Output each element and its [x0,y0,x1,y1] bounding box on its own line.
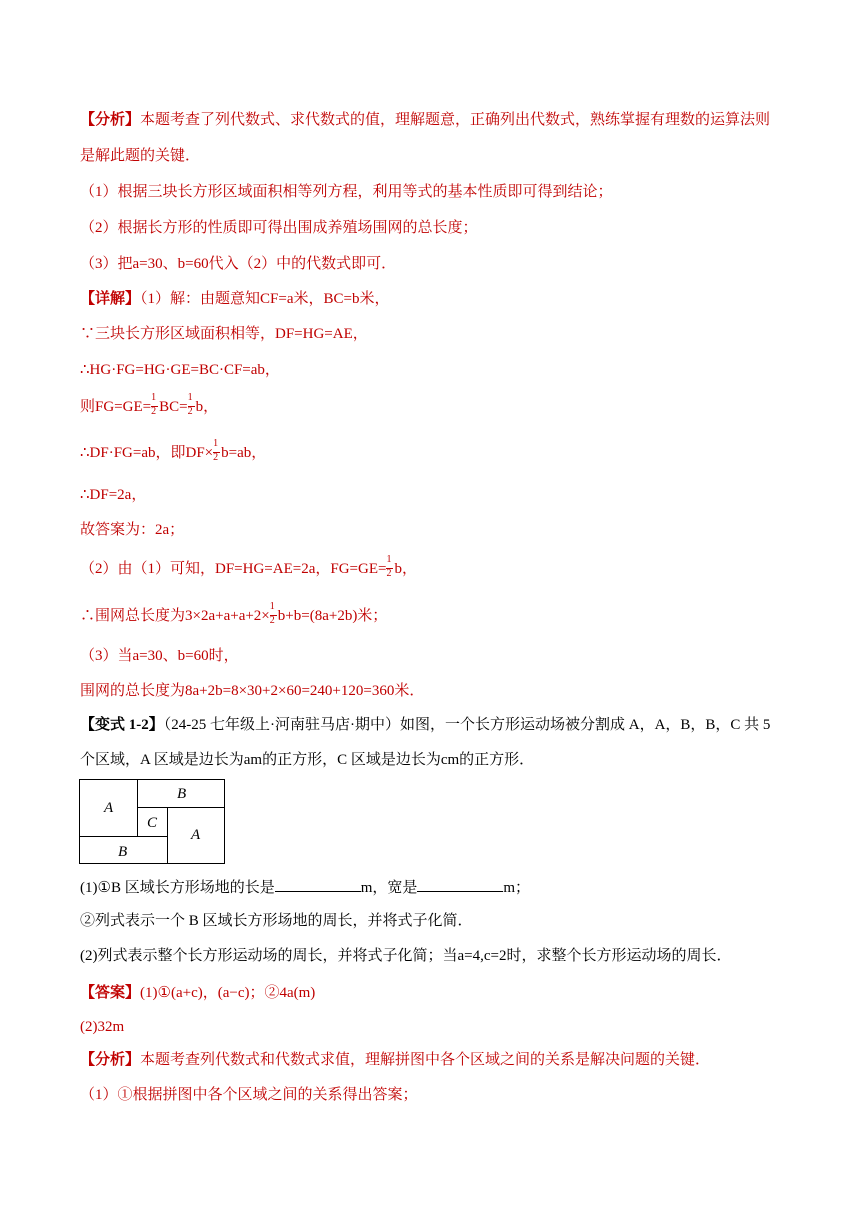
detail-line-8: （2）由（1）可知，DF=HG=AE=2a，FG=GE= $\frac{1}{2}$ b， [80,553,417,579]
variant-line-1: 【变式 1-2】（24-25 七年级上·河南驻马店·期中）如图，一个长方形运动场被分割成 A，A，B，B，C 共 5 [80,717,771,733]
fraction: $\frac{1}{2}$ [213,437,219,463]
region-b-label: B [118,844,128,860]
region-a-label: A [191,827,201,843]
analysis-tag: 【分析】 [80,1052,141,1068]
detail-line-4: 则FG=GE= $\frac{1}{2}$ BC= $\frac{1}{2}$ b， [80,391,219,417]
detail-line-7: 故答案为：2a； [80,522,185,538]
detail-tag: 【详解】 [80,291,141,307]
question-1b: ②列式表示一个 B 区域长方形场地的周长，并将式子化简． [80,913,473,929]
detail-line-3: ∴HG·FG=HG·GE=BC·CF=ab， [80,362,280,378]
answer-tag: 【答案】 [80,985,141,1001]
variant-line-2: 个区域，A 区域是边长为am的正方形，C 区域是边长为cm的正方形． [80,752,535,768]
analysis-line-2: 是解此题的关键． [80,148,201,164]
answer-blank [417,877,503,892]
detail-line-9: ∴围网总长度为3×2a+a+a+2× $\frac{1}{2}$ b+b=(8a+2b)米； [80,600,388,626]
analysis-step-2: （2）根据长方形的性质即可得出围成养殖场围网的总长度； [80,220,478,236]
region-a-label: A [104,800,114,816]
region-c-label: C [147,815,158,831]
detail-line-10: （3）当a=30、b=60时， [80,648,239,664]
analysis2-step-1: （1）①根据拼图中各个区域之间的关系得出答案； [80,1087,418,1103]
detail-line-5: ∴DF·FG=ab，即DF× $\frac{1}{2}$ b=ab， [80,437,267,463]
analysis-tag: 【分析】 [80,112,141,128]
fraction: $\frac{1}{2}$ [187,391,193,417]
answer-line-2: (2)32m [80,1019,125,1035]
fraction: $\frac{1}{2}$ [269,600,275,626]
region-b-label: B [177,786,187,802]
answer-line-1: 【答案】(1)①(a+c)，(a−c)；②4a(m) [80,985,316,1001]
detail-line-2: ∵三块长方形区域面积相等，DF=HG=AE， [80,326,368,342]
field-diagram [79,779,225,864]
analysis-step-3: （3）把a=30、b=60代入（2）中的代数式即可． [80,256,397,272]
variant-tag: 【变式 1-2】 [80,717,164,733]
analysis-step-1: （1）根据三块长方形区域面积相等列方程，利用等式的基本性质即可得到结论； [80,184,613,200]
analysis2-line-1: 【分析】本题考查列代数式和代数式求值，理解拼图中各个区域之间的关系是解决问题的关键． [80,1052,711,1068]
question-2: (2)列式表示整个长方形运动场的周长，并将式子化简；当a=4,c=2时，求整个长方形运动场的周长． [80,948,732,964]
detail-line-11: 围网的总长度为8a+2b=8×30+2×60=240+120=360米． [80,683,425,699]
answer-blank [275,877,361,892]
fraction: $\frac{1}{2}$ [386,553,392,579]
detail-line-6: ∴DF=2a， [80,487,147,503]
question-1a: (1)①B 区域长方形场地的长是 m，宽是 m； [80,877,530,898]
analysis-line-1: 【分析】本题考查了列代数式、求代数式的值，理解题意，正确列出代数式，熟练掌握有理数的运算法则 [80,112,771,128]
detail-line-1: 【详解】（1）解：由题意知CF=a米，BC=b米， [80,291,390,307]
fraction: $\frac{1}{2}$ [151,391,157,417]
